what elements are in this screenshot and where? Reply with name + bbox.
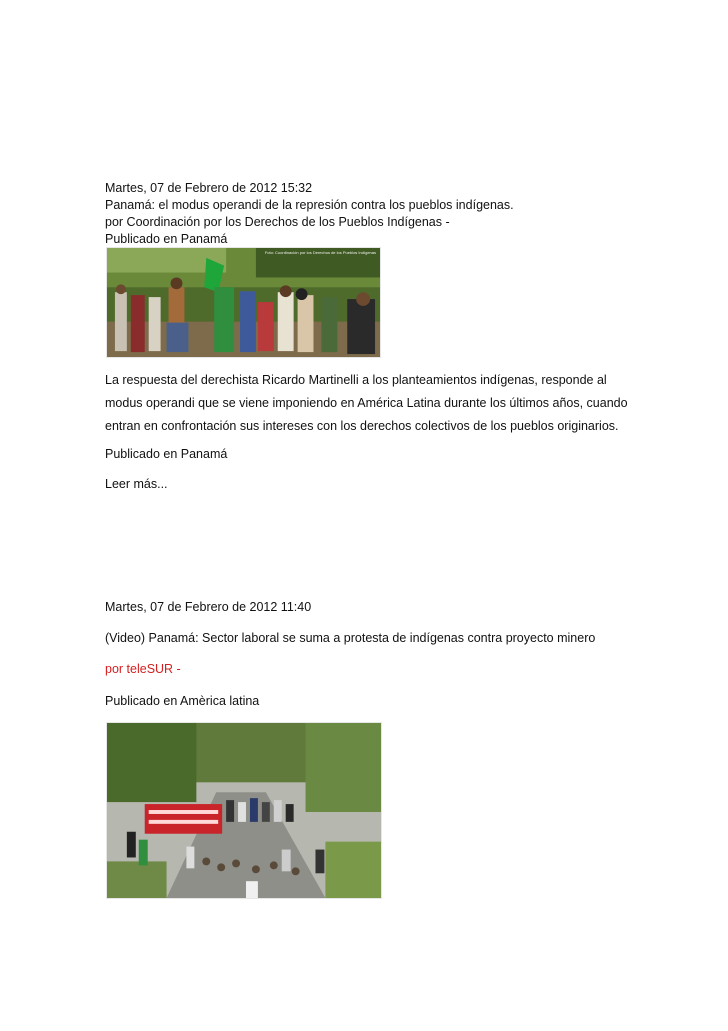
article1-summary: La respuesta del derechista Ricardo Martinelli a los planteamientos indígenas, responde al modus operandi que se viene imponiendo en América Latina durante los últimos años, cuando entran en confrontación sus intereses con los derechos colectivos de los pueblos originarios.	[105, 373, 628, 433]
protest-photo-2	[107, 723, 381, 898]
article2-published: Publicado en Amèrica latina	[105, 694, 260, 708]
article1-date: Martes, 07 de Febrero de 2012 15:32	[105, 181, 313, 195]
article1-title-link[interactable]: Panamá: el modus operandi de la represión contra los pueblos indígenas.	[105, 198, 514, 212]
article1-photo	[106, 247, 381, 358]
article1-byline: por Coordinación por los Derechos de los Pueblos Indígenas -	[105, 215, 450, 229]
article2-date: Martes, 07 de Febrero de 2012 11:40	[105, 600, 312, 614]
read-more-link[interactable]: Leer más...	[105, 477, 168, 491]
protest-photo-1	[107, 248, 380, 357]
photo-caption: Foto: Coordinación por los Derechos de los Pueblos Indígenas	[264, 250, 376, 255]
article1-published: Publicado en Panamá	[105, 232, 228, 246]
article2-byline: por teleSUR -	[105, 662, 181, 676]
article2-photo	[106, 722, 382, 899]
article1-published-repeat: Publicado en Panamá	[105, 447, 228, 461]
article2-title-link[interactable]: (Video) Panamá: Sector laboral se suma a protesta de indígenas contra proyecto minero	[105, 631, 596, 645]
